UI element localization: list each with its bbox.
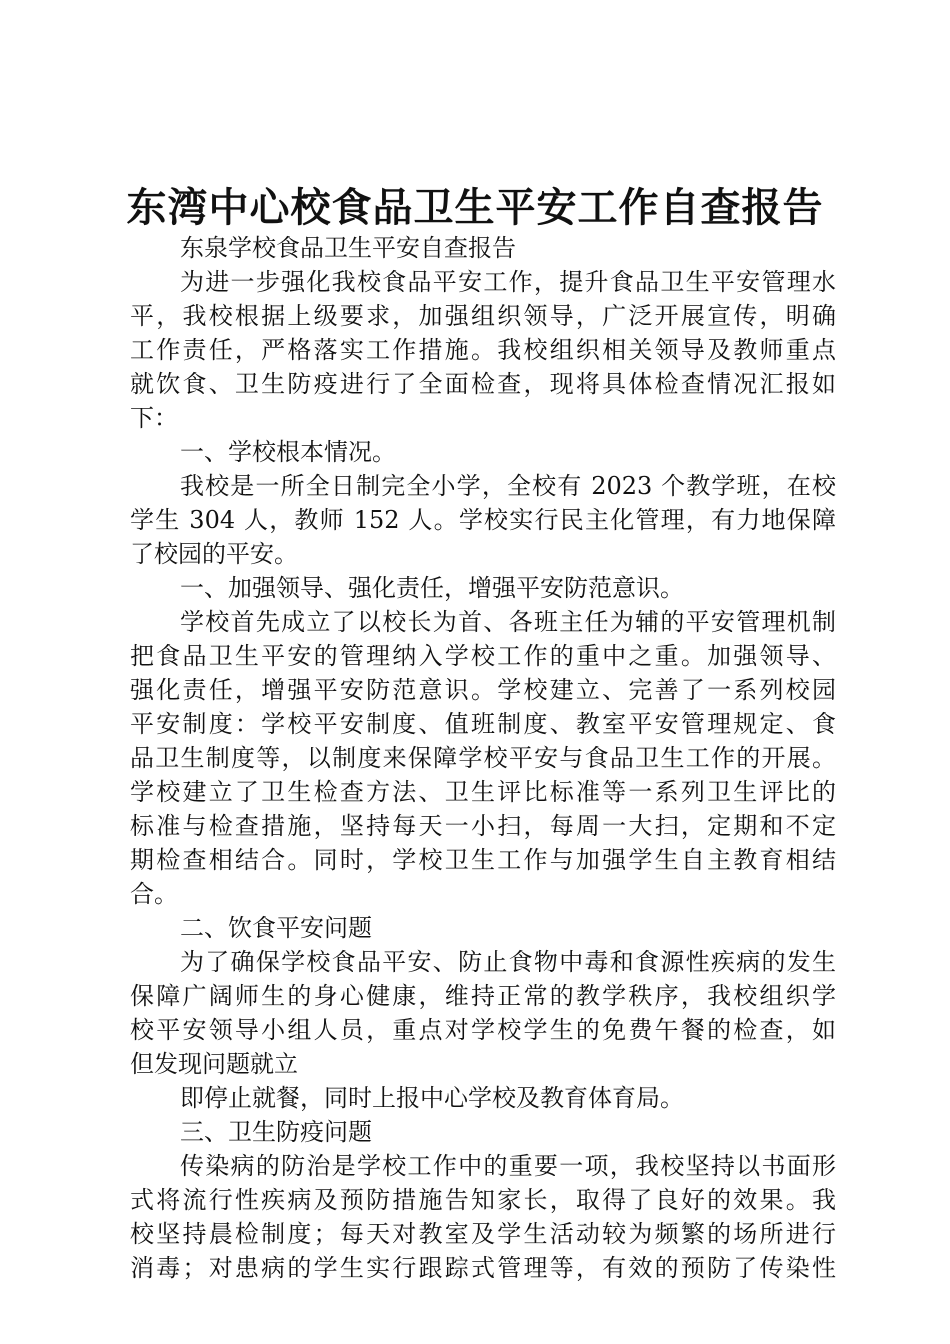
text-line: 即停止就餐，同时上报中心学校及教育体育局。	[180, 1084, 684, 1112]
text-line: 二、饮食平安问题	[180, 914, 372, 942]
text-line: 但发现问题就立	[130, 1050, 298, 1078]
text-line: 保障广阔师生的身心健康，维持正常的教学秩序，我校组织学	[130, 982, 836, 1010]
text-line: 式将流行性疾病及预防措施告知家长，取得了良好的效果。我	[130, 1186, 836, 1214]
text-line: 工作责任，严格落实工作措施。我校组织相关领导及教师重点	[130, 336, 836, 364]
text-line: 校坚持晨检制度；每天对教室及学生活动较为频繁的场所进行	[130, 1220, 836, 1248]
text-line: 就饮食、卫生防疫进行了全面检查，现将具体检查情况汇报如	[130, 370, 836, 398]
text-line: 学校首先成立了以校长为首、各班主任为辅的平安管理机制	[180, 608, 836, 636]
text-line: 标准与检查措施，坚持每天一小扫，每周一大扫，定期和不定	[130, 812, 836, 840]
text-line: 品卫生制度等，以制度来保障学校平安与食品卫生工作的开展。	[130, 744, 836, 772]
text-line: 平，我校根据上级要求，加强组织领导，广泛开展宣传，明确	[130, 302, 836, 330]
text-line: 学校建立了卫生检查方法、卫生评比标准等一系列卫生评比的	[130, 778, 836, 806]
text-line: 东泉学校食品卫生平安自查报告	[180, 234, 516, 262]
document-title: 东湾中心校食品卫生平安工作自查报告	[126, 184, 824, 231]
text-line: 校平安领导小组人员，重点对学校学生的免费午餐的检查，如	[130, 1016, 836, 1044]
text-line: 三、卫生防疫问题	[180, 1118, 372, 1146]
text-line: 学生 304 人，教师 152 人。学校实行民主化管理，有力地保障	[130, 506, 836, 534]
text-line: 我校是一所全日制完全小学，全校有 2023 个教学班，在校	[180, 472, 836, 500]
text-line: 把食品卫生平安的管理纳入学校工作的重中之重。加强领导、	[130, 642, 836, 670]
text-line: 消毒；对患病的学生实行跟踪式管理等，有效的预防了传染性	[130, 1254, 836, 1282]
text-line: 强化责任，增强平安防范意识。学校建立、完善了一系列校园	[130, 676, 836, 704]
text-line: 期检查相结合。同时，学校卫生工作与加强学生自主教育相结	[130, 846, 836, 874]
text-line: 平安制度：学校平安制度、值班制度、教室平安管理规定、食	[130, 710, 836, 738]
text-line: 传染病的防治是学校工作中的重要一项，我校坚持以书面形	[180, 1152, 836, 1180]
text-line: 合。	[130, 880, 178, 908]
text-line: 为了确保学校食品平安、防止食物中毒和食源性疾病的发生	[180, 948, 836, 976]
text-line: 了校园的平安。	[130, 540, 298, 568]
document-body	[130, 231, 836, 1285]
text-line: 一、学校根本情况。	[180, 438, 396, 466]
text-line: 一、加强领导、强化责任，增强平安防范意识。	[180, 574, 684, 602]
text-line: 为进一步强化我校食品平安工作，提升食品卫生平安管理水	[180, 268, 836, 296]
text-line: 下：	[130, 404, 178, 432]
